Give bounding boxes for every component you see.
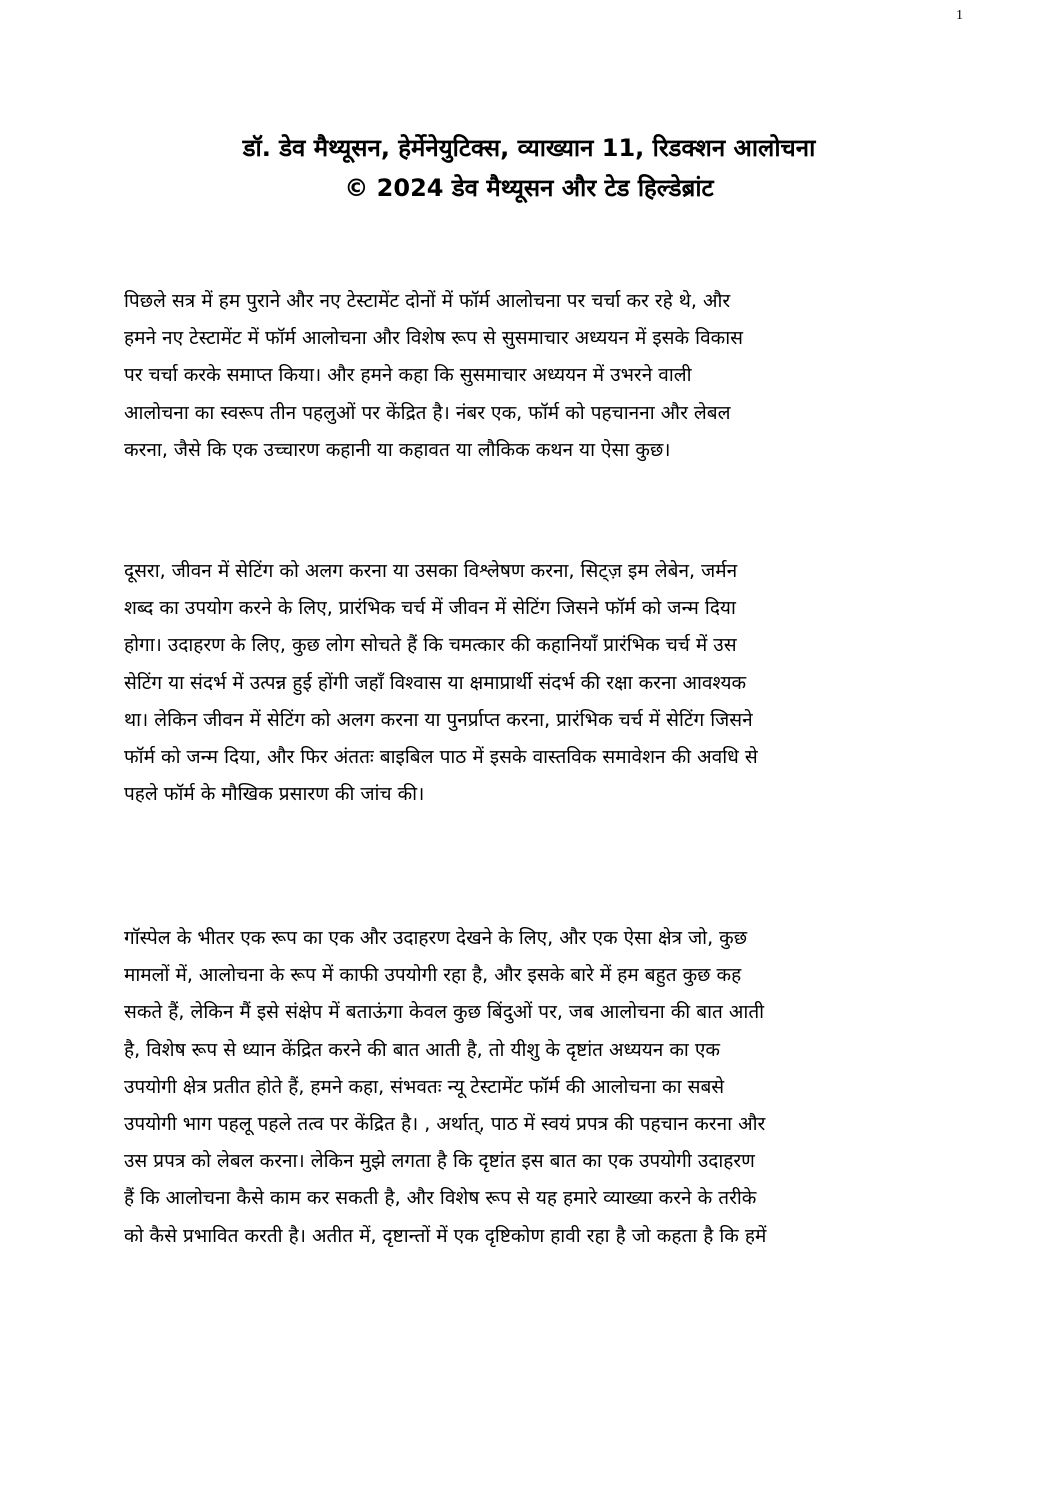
text-line: मामलों में, आलोचना के रूप में काफी उपयोगी रहा है, और इसके बारे में हम बहुत कुछ कह	[124, 964, 742, 987]
text-line: गॉस्पेल के भीतर एक रूप का एक और उदाहरण देखने के लिए, और एक ऐसा क्षेत्र जो, कुछ	[124, 927, 748, 949]
title-line-2: © 2024 डेव मैथ्यूसन और टेड हिल्डेब्रांट	[344, 174, 714, 202]
text-line: आलोचना का स्वरूप तीन पहलुओं पर केंद्रित है। नंबर एक, फॉर्म को पहचानना और लेबल	[124, 401, 731, 424]
text-line: को कैसे प्रभावित करती है। अतीत में, दृष्टान्तों में एक दृष्टिकोण हावी रहा है जो कहता है कि हमें	[124, 1224, 767, 1247]
text-line: हमने नए टेस्टामेंट में फॉर्म आलोचना और विशेष रूप से सुसमाचार अध्ययन में इसके विकास	[124, 327, 743, 350]
text-line: उपयोगी भाग पहलू पहले तत्व पर केंद्रित है। , अर्थात्, पाठ में स्वयं प्रपत्र की पहचान करना और	[124, 1112, 766, 1135]
text-line: पहले फॉर्म के मौखिक प्रसारण की जांच की।	[124, 783, 425, 806]
text-line: है, विशेष रूप से ध्यान केंद्रित करने की बात आती है, तो यीशु के दृष्टांत अध्ययन का एक	[124, 1038, 720, 1061]
paragraph-3	[124, 920, 954, 1255]
page-number: 1	[956, 8, 963, 23]
text-line: दूसरा, जीवन में सेटिंग को अलग करना या उसका विश्लेषण करना, सिट्ज़ इम लेबेन, जर्मन	[124, 560, 738, 582]
text-line: उस प्रपत्र को लेबल करना। लेकिन मुझे लगता है कि दृष्टांत इस बात का एक उपयोगी उदाहरण	[124, 1150, 755, 1173]
document-title	[0, 128, 1058, 208]
text-line: था। लेकिन जीवन में सेटिंग को अलग करना या पुनर्प्राप्त करना, प्रारंभिक चर्च में सेटिंग जिसने	[124, 708, 753, 731]
text-line: उपयोगी क्षेत्र प्रतीत होते हैं, हमने कहा, संभवतः न्यू टेस्टामेंट फॉर्म की आलोचना का सबसे	[124, 1075, 725, 1098]
title-line-1: डॉ. डेव मैथ्यूसन, हेर्मेनेयुटिक्स, व्याख्यान 11, रिडक्शन आलोचना	[242, 134, 816, 162]
text-line: पर चर्चा करके समाप्त किया। और हमने कहा कि सुसमाचार अध्ययन में उभरने वाली	[124, 364, 692, 387]
paragraph-2	[124, 553, 954, 813]
paragraph-1	[124, 283, 954, 469]
text-line: सकते हैं, लेकिन मैं इसे संक्षेप में बताऊंगा केवल कुछ बिंदुओं पर, जब आलोचना की बात आती	[124, 1001, 765, 1024]
text-line: सेटिंग या संदर्भ में उत्पन्न हुई होंगी जहाँ विश्वास या क्षमाप्रार्थी संदर्भ की रक्षा करना आवश्यक	[124, 671, 747, 694]
text-line: फॉर्म को जन्म दिया, और फिर अंततः बाइबिल पाठ में इसके वास्तविक समावेशन की अवधि से	[124, 745, 758, 768]
text-line: शब्द का उपयोग करने के लिए, प्रारंभिक चर्च में जीवन में सेटिंग जिसने फॉर्म को जन्म दिया	[124, 597, 736, 620]
text-line: करना, जैसे कि एक उच्चारण कहानी या कहावत या लौकिक कथन या ऐसा कुछ।	[124, 438, 671, 461]
text-line: हैं कि आलोचना कैसे काम कर सकती है, और विशेष रूप से यह हमारे व्याख्या करने के तरीके	[124, 1187, 757, 1210]
text-line: पिछले सत्र में हम पुराने और नए टेस्टामेंट दोनों में फॉर्म आलोचना पर चर्चा कर रहे थे, और	[124, 290, 731, 312]
text-line: होगा। उदाहरण के लिए, कुछ लोग सोचते हैं कि चमत्कार की कहानियाँ प्रारंभिक चर्च में उस	[124, 634, 737, 657]
